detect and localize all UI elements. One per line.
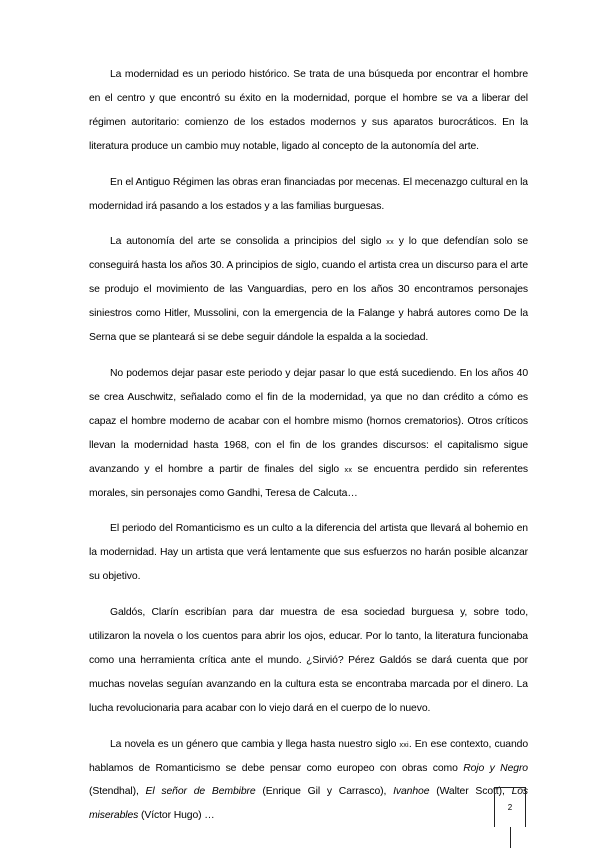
paragraph-text: La modernidad es un periodo histórico. Se trata de una búsqueda por encontrar el hombre en el centro y que encontró su éxito en la modernidad, porque el hombre se va a liberar del régimen autoritario: comienzo de los estados modernos y sus aparatos burocráticos. En la literatura produce un cambio muy notable, ligado al concepto de la autonomía del arte. [89,69,528,152]
book-title: Rojo y Negro [463,762,528,774]
paragraph-4 [89,362,528,505]
paragraph-text: se encuentra perdido sin referentes morales, sin personajes como Gandhi, Teresa de Calcuta… [89,463,528,499]
paragraph-text: No podemos dejar pasar este periodo y dejar pasar lo que está sucediendo. En los años 40 se crea Auschwitz, señalado como el fin de la modernidad, ya que no dan crédito a cómo es capaz el hombre moderno de acabar con el hombre mismo (hornos crematorios). Otros críticos llevan la modernidad hasta 1968, con el fin de los grandes discursos: el capitalismo sigue avanzando y el hombre a partir de finales del siglo [89,367,528,475]
paragraph-2 [89,171,528,219]
book-title: Ivanhoe [393,786,430,798]
paragraph-text: (Enrique Gil y Carrasco), [255,786,394,798]
paragraph-text: En el Antiguo Régimen las obras eran financiadas por mecenas. El mecenazgo cultural en la modernidad irá pasando a los estados y a las familias burguesas. [89,176,528,212]
century-numeral: xxi [399,739,409,749]
paragraph-text: Galdós, Clarín escribían para dar muestra de esa sociedad burguesa y, sobre todo, utilizaron la novela o los cuentos para abrir los ojos, educar. Por lo tanto, la literatura funcionaba como una herramienta crítica ante el mundo. ¿Sirvió? Pérez Galdós se dará cuenta que por muchas novelas seguían avanzando en la cultura esta se encontraba marcada por el dinero. La lucha revolucionaria para acabar con lo viejo dará en el cuerpo de lo nuevo. [89,607,528,714]
page-number: 2 [507,803,513,812]
paragraph-text: La novela es un género que cambia y llega hasta nuestro siglo [110,738,400,750]
paragraph-7 [89,733,528,829]
paragraph-text: (Walter Scott), [429,786,512,798]
paragraph-text: y lo que defendían solo se conseguirá hasta los años 30. A principios de siglo, cuando el artista crea un discurso para el arte se produjo el movimiento de las Vanguardias, pero en los años 30 encontramos personajes siniestros como Hitler, Mussolini, con la emergencia de la Falange y habrá autores como De la Serna que se planteará si se debe seguir dándole la espalda a la sociedad. [89,236,528,344]
paragraph-text: La autonomía del arte se consolida a principios del siglo [110,236,387,248]
paragraph-1 [89,63,528,159]
paragraph-6 [89,601,528,721]
paragraph-text: . En ese contexto, cuando hablamos de Romanticismo se debe pensar como europeo con obras como [89,738,528,774]
book-title: Los miserables [89,786,529,822]
paragraph-text: (Stendhal), [89,786,146,798]
paragraph-text: (Víctor Hugo) … [138,810,215,822]
page-body [89,63,528,840]
paragraph-3 [89,230,528,350]
page-number-box [494,787,526,827]
paragraph-text: El periodo del Romanticismo es un culto a la diferencia del artista que llevará al bohemio en la modernidad. Hay un artista que verá lentamente que sus esfuerzos no harán posible alcanzar su objetivo. [89,523,528,583]
book-title: El señor de Bembibre [145,786,256,798]
century-numeral: xx [386,237,394,247]
paragraph-5 [89,517,528,589]
page-number-stem [510,827,511,848]
century-numeral: xx [344,464,353,474]
